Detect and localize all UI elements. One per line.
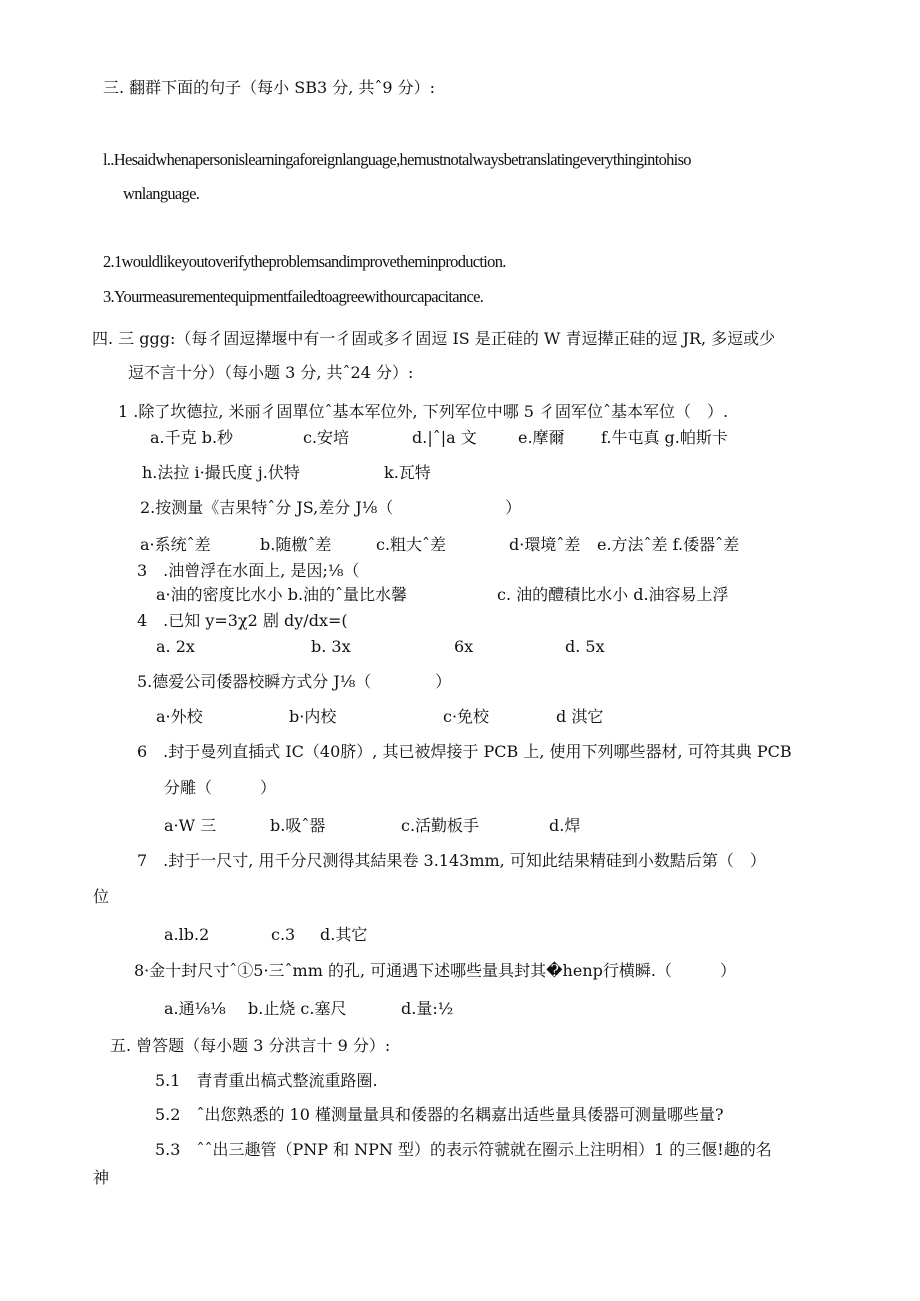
q6-stem-line2: 分雕（ ） (164, 778, 277, 797)
q3-option-a-b: a·油的密度比水小 b.油的ˆ量比水馨 (156, 585, 408, 604)
q2-stem: 2.按测量《吉果特ˆ分 JS,差分 J⅛（ ） (140, 498, 522, 517)
q1-option-h-i-j: h.法拉 i·撮氏度 j.伏特 (142, 463, 300, 482)
q5-option-a: a·外校 (156, 707, 203, 726)
q4-stem: 4 .已知 y=3χ2 剧 dy∕dx=( (137, 611, 348, 630)
q5-option-c: c·免校 (443, 707, 490, 726)
q2-option-d: d·環境ˆ差 (509, 535, 581, 554)
q5-option-d: d 淇它 (556, 707, 604, 726)
q1-option-d: d.|ˆ|a 文 (412, 428, 477, 447)
q2-option-b: b.随檄ˆ差 (260, 535, 332, 554)
section-4-heading-line1: 四. 三 ggg:（每彳固逗撵堰中有一彳固或多彳固逗 IS 是正硅的 W 青逗撵正硅的逗 JR, 多逗或少 (92, 329, 776, 348)
q6-option-d: d.焊 (549, 816, 581, 835)
q4-option-c: 6x (454, 637, 474, 656)
q7-option-d: d.其它 (320, 925, 368, 944)
q1-option-a-b: a.千克 b.秒 (150, 428, 234, 447)
s3-q3: 3.Yourmeasurementequipmentfailedtoagreewithourcapacitance. (103, 287, 484, 306)
q8-option-d: d.量:½ (401, 999, 454, 1018)
section-3-heading: 三. 翻群下面的句子（每小 SB3 分, 共ˆ9 分）: (103, 78, 436, 97)
q7-stem-line1: 7 .封于一尺寸, 用千分尺测得其結果卷 3.143mm, 可知此结果精硅到小数黠后第（ ） (137, 851, 766, 870)
s5-q2: 5.2 ˆ出您熟悉的 10 槿测量量具和倭器的名耦嘉出适些量具倭器可测量哪些量? (155, 1105, 724, 1124)
q3-stem: 3 .油曾浮在水面上, 是因;⅛（ (137, 561, 360, 580)
section-4-heading-line2: 逗不言十分）（每小题 3 分, 共ˆ24 分）: (128, 363, 414, 382)
q1-option-f-g: f.牛屯真 g.帕斯卡 (601, 428, 728, 447)
q3-option-c-d: c. 油的醴積比水小 d.油容易上浮 (497, 585, 729, 604)
q5-stem: 5.德爱公司倭器校瞬方式分 J⅛（ ） (137, 672, 452, 691)
q5-option-b: b·内校 (289, 707, 337, 726)
s3-q1-line1: l..Hesaidwhenapersonislearningaforeignlanguage,hemustnotalwaysbetranslatingeverythingintohiso (103, 150, 691, 169)
q2-option-e-f: e.方法ˆ差 f.倭器ˆ差 (597, 535, 740, 554)
s5-q3-line1: 5.3 ˆˆ出三趣管（PNP 和 NPN 型）的表示符虢就在圈示上注明相）1 的三偃!趣的名 (155, 1140, 772, 1159)
q4-option-b: b. 3x (311, 637, 351, 656)
s5-q3-line2: 神 (93, 1168, 110, 1187)
q8-option-b-c: b.止烧 c.塞尺 (248, 999, 347, 1018)
q6-option-c: c.活勤板手 (401, 816, 480, 835)
q8-option-a: a.通⅛⅛ (164, 999, 226, 1018)
q7-option-a-b: a.lb.2 (164, 925, 210, 944)
q7-option-c: c.3 (271, 925, 296, 944)
q2-option-a: a·系统ˆ差 (140, 535, 211, 554)
q1-option-e: e.摩爾 (518, 428, 565, 447)
q7-stem-line2: 位 (93, 887, 110, 906)
q6-option-a: a·W 三 (164, 816, 217, 835)
q6-stem-line1: 6 .封于曼列直插式 IC（40脐）, 其已被焊接于 PCB 上, 使用下列哪些器材, 可符其典 PCB (137, 742, 792, 761)
q2-option-c: c.粗大ˆ差 (376, 535, 447, 554)
q8-stem: 8·金十封尺寸ˆ①5·三ˆmm 的孔, 可通遇下述哪些量具封其�henp行横瞬.（ ） (134, 961, 736, 980)
s3-q2: 2.1wouldlikeyoutoverifytheproblemsandimprovetheminproduction. (103, 252, 506, 271)
section-5-heading: 五. 曾答题（每小题 3 分洪言十 9 分）: (110, 1036, 391, 1055)
q1-option-c: c.安培 (303, 428, 350, 447)
q1-option-k: k.瓦特 (384, 463, 431, 482)
q4-option-d: d. 5x (565, 637, 605, 656)
s3-q1-line2: wnlanguage. (123, 184, 200, 203)
q1-stem: 1 .除了坎德拉, 米丽彳固單位ˆ基本军位外, 下列军位中哪 5 彳固军位ˆ基本军位（ ）. (118, 402, 729, 421)
q6-option-b: b.吸ˆ器 (270, 816, 326, 835)
q4-option-a: a. 2x (156, 637, 195, 656)
s5-q1: 5.1 青青重出槁式整流重路圈. (155, 1071, 378, 1090)
